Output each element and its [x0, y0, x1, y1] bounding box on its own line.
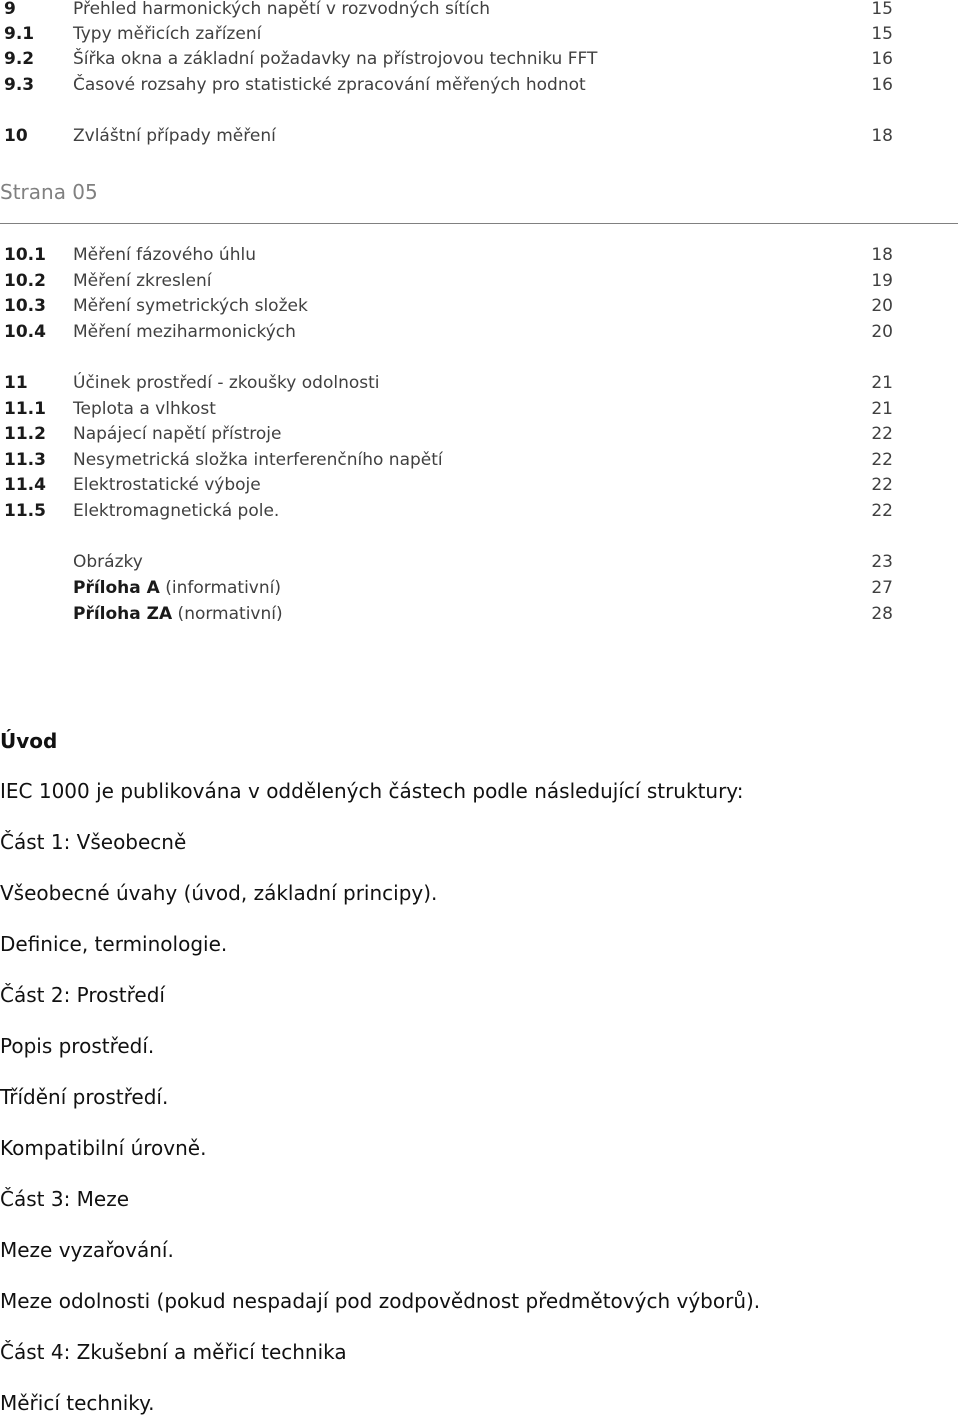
toc-entry[interactable] [0, 499, 893, 523]
paragraph: Třídění prostředí. [0, 1085, 169, 1109]
toc-number: 10.1 [4, 245, 46, 265]
toc-title: Časové rozsahy pro statistické zpracování měřených hodnot [73, 75, 586, 95]
toc-page-number: 15 [871, 0, 893, 19]
toc-title: Příloha A (informativní) [73, 578, 281, 598]
toc-number: 10 [4, 126, 28, 146]
toc-title: Elektromagnetická pole. [73, 501, 280, 521]
toc-title: Teplota a vlhkost [73, 399, 216, 419]
toc-page-number: 21 [871, 399, 893, 419]
toc-title: Obrázky [73, 552, 143, 572]
toc-entry[interactable] [0, 422, 893, 446]
toc-number: 11.3 [4, 450, 46, 470]
toc-entry[interactable] [0, 320, 893, 344]
paragraph: Všeobecné úvahy (úvod, základní principy). [0, 881, 438, 905]
toc-number: 10.4 [4, 322, 46, 342]
toc-number: 9.2 [4, 49, 35, 69]
toc-number: 11.1 [4, 399, 46, 419]
toc-number: 9.3 [4, 75, 35, 95]
paragraph: Meze odolnosti (pokud nespadají pod zodpovědnost předmětových výborů). [0, 1289, 761, 1313]
toc-title: Přehled harmonických napětí v rozvodných sítích [73, 0, 491, 19]
toc-page-number: 22 [871, 424, 893, 444]
toc-page-number: 28 [871, 604, 893, 624]
toc-page-number: 18 [871, 245, 893, 265]
paragraph: Část 3: Meze [0, 1187, 130, 1211]
toc-page-number: 20 [871, 322, 893, 342]
toc-entry[interactable] [0, 397, 893, 421]
paragraph: Část 2: Prostředí [0, 983, 165, 1007]
toc-title: Zvláštní případy měření [73, 126, 276, 146]
toc-title: Účinek prostředí - zkoušky odolnosti [73, 373, 380, 393]
toc-page-number: 18 [871, 126, 893, 146]
paragraph: Kompatibilní úrovně. [0, 1136, 207, 1160]
paragraph: Část 4: Zkušební a měřicí technika [0, 1340, 347, 1364]
toc-entry[interactable] [0, 371, 893, 395]
toc-title: Měření symetrických složek [73, 296, 308, 316]
toc-entry-figures[interactable] [0, 550, 893, 574]
toc-entry[interactable] [0, 47, 893, 71]
toc-title: Typy měřicích zařízení [73, 24, 262, 44]
toc-title: Nesymetrická složka interferenčního napětí [73, 450, 443, 470]
paragraph: Měřicí techniky. [0, 1391, 155, 1415]
paragraph: IEC 1000 je publikována v oddělených částech podle následující struktury: [0, 779, 744, 803]
toc-page-number: 20 [871, 296, 893, 316]
toc-entry[interactable] [0, 269, 893, 293]
section-heading: Úvod [0, 729, 58, 753]
toc-number: 11.2 [4, 424, 46, 444]
toc-title: Měření fázového úhlu [73, 245, 256, 265]
paragraph: Meze vyzařování. [0, 1238, 174, 1262]
toc-title: Měření zkreslení [73, 271, 212, 291]
toc-entry[interactable] [0, 243, 893, 267]
toc-title: Měření meziharmonických [73, 322, 296, 342]
toc-page-number: 16 [871, 75, 893, 95]
toc-entry[interactable] [0, 22, 893, 46]
toc-page-number: 21 [871, 373, 893, 393]
toc-page-number: 23 [871, 552, 893, 572]
toc-page-number: 22 [871, 450, 893, 470]
toc-page-number: 22 [871, 501, 893, 521]
paragraph: Definice, terminologie. [0, 932, 228, 956]
toc-number: 11.5 [4, 501, 46, 521]
toc-entry-annex-a[interactable] [0, 576, 893, 600]
toc-title: Příloha ZA (normativní) [73, 604, 283, 624]
toc-title: Napájecí napětí přístroje [73, 424, 282, 444]
toc-entry[interactable] [0, 473, 893, 497]
paragraph: Část 1: Všeobecně [0, 830, 187, 854]
toc-number: 10.2 [4, 271, 46, 291]
toc-entry[interactable] [0, 448, 893, 472]
toc-page-number: 19 [871, 271, 893, 291]
toc-number: 11.4 [4, 475, 46, 495]
toc-entry[interactable] [0, 294, 893, 318]
toc-page-number: 27 [871, 578, 893, 598]
toc-entry-annex-za[interactable] [0, 602, 893, 626]
toc-number: 10.3 [4, 296, 46, 316]
toc-entry[interactable] [0, 0, 893, 21]
toc-entry[interactable] [0, 124, 893, 148]
toc-page-number: 22 [871, 475, 893, 495]
toc-page-number: 16 [871, 49, 893, 69]
page-divider [0, 223, 958, 224]
toc-number: 9.1 [4, 24, 35, 44]
toc-number: 9 [4, 0, 16, 19]
toc-entry[interactable] [0, 73, 893, 97]
toc-title: Šířka okna a základní požadavky na přístrojovou techniku FFT [73, 49, 598, 69]
toc-number: 11 [4, 373, 28, 393]
toc-page-number: 15 [871, 24, 893, 44]
paragraph: Popis prostředí. [0, 1034, 155, 1058]
page-marker: Strana 05 [0, 180, 98, 204]
toc-title: Elektrostatické výboje [73, 475, 261, 495]
